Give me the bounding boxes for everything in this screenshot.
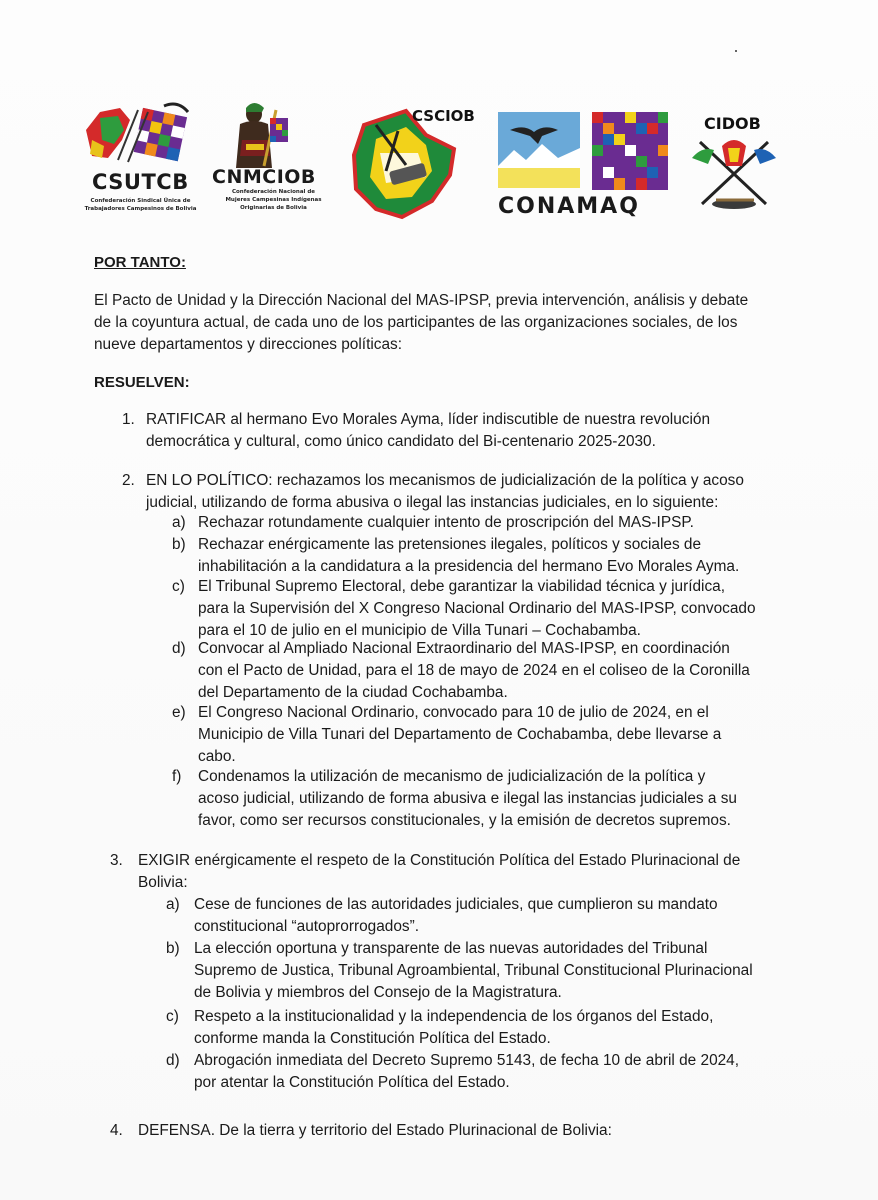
item-line: DEFENSA. De la tierra y territorio del Estado Plurinacional de Bolivia: [138, 1122, 612, 1139]
sub-letter: e) [172, 704, 186, 721]
cnmciob-subtitle-2: Mujeres Campesinas Indígenas [225, 197, 322, 203]
item-number: 1. [122, 411, 135, 428]
conamaq-name: CONAMAQ [498, 194, 640, 219]
intro-line: nueve departamentos y direcciones políticas: [94, 336, 402, 353]
csutcb-logo [78, 100, 203, 225]
cnmciob-logo [206, 100, 341, 225]
csutcb-subtitle-1: Confederación Sindical Única de [90, 198, 191, 204]
sub-letter: b) [166, 940, 180, 957]
item-line: RATIFICAR al hermano Evo Morales Ayma, líder indiscutible de nuestra revolución [146, 411, 711, 428]
sub-line: por atentar la Constitución Política del Estado. [194, 1074, 510, 1091]
sub-line: Rechazar rotundamente cualquier intento de proscripción del MAS-IPSP. [198, 514, 694, 531]
por-tanto-heading: POR TANTO: [94, 254, 186, 271]
item-line: EXIGIR enérgicamente el respeto de la Constitución Política del Estado Plurinacional de [138, 852, 741, 869]
sub-item-2b [198, 534, 798, 578]
resolution-item-3 [138, 850, 802, 894]
speck [735, 50, 737, 52]
cnmciob-subtitle-3: Originarias de Bolivia [240, 205, 307, 211]
cnmciob-name: CNMCIOB [212, 166, 316, 188]
sub-line: Condenamos la utilización de mecanismo de judicialización de la política y [198, 768, 706, 785]
conamaq-emblem-icon [498, 110, 668, 192]
csciob-name: CSCIOB [412, 107, 475, 125]
csciob-logo [346, 105, 476, 223]
cidob-name: CIDOB [704, 114, 761, 133]
sub-line: El Tribunal Supremo Electoral, debe garantizar la viabilidad técnica y jurídica, [198, 578, 725, 595]
sub-letter: c) [166, 1008, 179, 1025]
sub-line: para la Supervisión del X Congreso Nacional Ordinario del MAS-IPSP, convocado [198, 600, 756, 617]
intro-paragraph [94, 290, 794, 356]
sub-line: constitucional “autoprorrogados”. [194, 918, 419, 935]
item-number: 4. [110, 1122, 123, 1139]
sub-line: La elección oportuna y transparente de las nuevas autoridades del Tribunal [194, 940, 708, 957]
sub-item-2f [198, 766, 798, 832]
intro-line: El Pacto de Unidad y la Dirección Nacional del MAS-IPSP, previa intervención, análisis y debate [94, 292, 749, 309]
sub-line: Municipio de Villa Tunari del Departamento de Cochabamba, debe llevarse a [198, 726, 722, 743]
sub-item-2a [198, 512, 798, 534]
sub-letter: a) [172, 514, 186, 531]
sub-line: conforme manda la Constitución Política del Estado. [194, 1030, 551, 1047]
sub-item-2d [198, 638, 798, 704]
sub-item-3d [194, 1050, 802, 1094]
csutcb-emblem-icon [78, 100, 203, 180]
intro-line: de la coyuntura actual, de cada uno de los participantes de las organizaciones sociales, de los [94, 314, 738, 331]
item-number: 2. [122, 472, 135, 489]
item-line: EN LO POLÍTICO: rechazamos los mecanismos de judicialización de la política y acoso [146, 472, 744, 489]
sub-line: Cese de funciones de las autoridades judiciales, que cumplieron su mandato [194, 896, 718, 913]
sub-letter: f) [172, 768, 182, 785]
csutcb-subtitle-2: Trabajadores Campesinos de Bolivia [84, 206, 197, 212]
sub-line: con el Pacto de Unidad, para el 18 de mayo de 2024 en el coliseo de la Coronilla [198, 662, 750, 679]
conamaq-logo [498, 110, 668, 225]
sub-line: Respeto a la institucionalidad y la independencia de los órganos del Estado, [194, 1008, 714, 1025]
sub-line: cabo. [198, 748, 236, 765]
sub-line: Rechazar enérgicamente las pretensiones ilegales, políticos y sociales de [198, 536, 702, 553]
resuelven-heading: RESUELVEN: [94, 374, 190, 391]
cidob-logo [684, 100, 784, 225]
cnmciob-subtitle-1: Confederación Nacional de [231, 189, 316, 195]
sub-item-3a [194, 894, 802, 938]
sub-line: favor, como ser recursos constitucionales, y la emisión de decretos supremos. [198, 812, 731, 829]
resolution-item-1 [146, 409, 798, 453]
sub-line: Abrogación inmediata del Decreto Supremo 5143, de fecha 10 de abril de 2024, [194, 1052, 740, 1069]
logos-header [78, 100, 798, 230]
sub-line: inhabilitación a la candidatura a la presidencia del hermano Evo Morales Ayma. [198, 558, 740, 575]
item-number: 3. [110, 852, 123, 869]
sub-letter: b) [172, 536, 186, 553]
sub-line: El Congreso Nacional Ordinario, convocado para 10 de julio de 2024, en el [198, 704, 709, 721]
item-line: judicial, utilizando de forma abusiva o ilegal las instancias judiciales, en lo siguiente: [146, 494, 719, 511]
sub-item-3c [194, 1006, 802, 1050]
csutcb-name: CSUTCB [92, 170, 189, 194]
sub-letter: d) [172, 640, 186, 657]
cnmciob-woman-icon [206, 100, 341, 172]
sub-line: del Departamento de la ciudad Cochabamba. [198, 684, 508, 701]
sub-line: acoso judicial, utilizando de forma abusiva e ilegal las instancias judiciales a su [198, 790, 737, 807]
resolution-item-4 [138, 1120, 802, 1142]
sub-letter: d) [166, 1052, 180, 1069]
sub-line: de Bolivia y miembros del Consejo de la Magistratura. [194, 984, 562, 1001]
resolution-item-2 [146, 470, 798, 514]
sub-item-3b [194, 938, 802, 1004]
sub-letter: c) [172, 578, 185, 595]
sub-item-2c [198, 576, 798, 642]
sub-item-2e [198, 702, 798, 768]
sub-line: Convocar al Ampliado Nacional Extraordinario del MAS-IPSP, en coordinación [198, 640, 730, 657]
item-line: Bolivia: [138, 874, 188, 891]
sub-line: Supremo de Justica, Tribunal Agroambiental, Tribunal Constitucional Plurinacional [194, 962, 753, 979]
sub-line: para el 10 de julio en el municipio de Villa Tunari – Cochabamba. [198, 622, 641, 639]
sub-letter: a) [166, 896, 180, 913]
item-line: democrática y cultural, como único candidato del Bi-centenario 2025-2030. [146, 433, 656, 450]
